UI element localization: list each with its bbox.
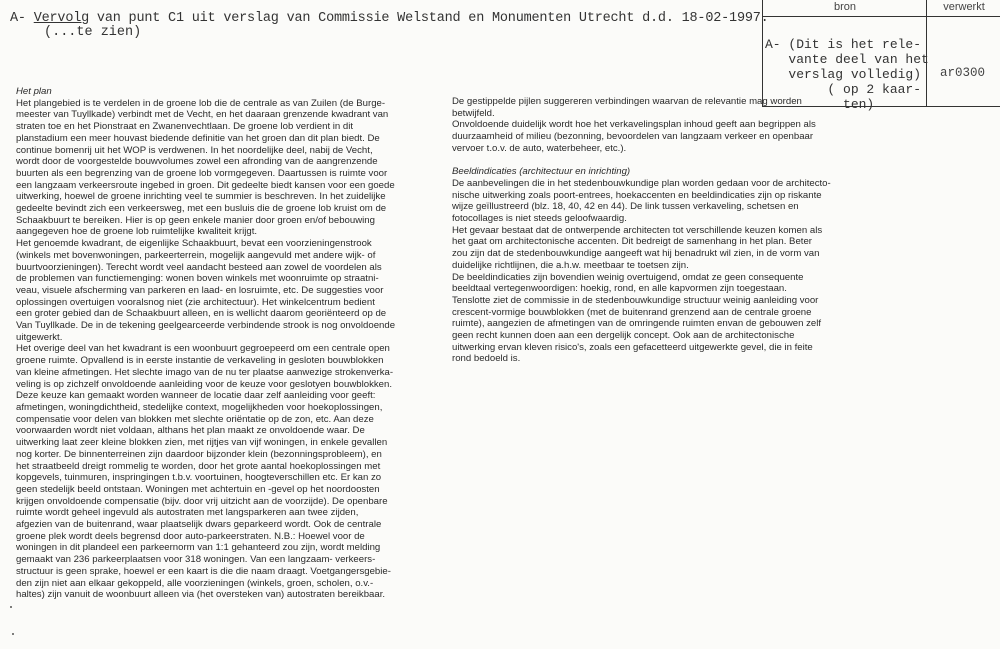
text-line: veling is op zichzelf onvoldoende aanleiding voor de keuze voor geslotyen bouwblokken. bbox=[16, 378, 393, 390]
text-line: meester van Tuyllkade) verbindt met de Vecht, en het daaraan grenzende kwadrant van bbox=[16, 109, 389, 121]
paragraph-gap bbox=[452, 155, 872, 167]
text-line: nog korter. De binnenterreinen zijn daardoor bijzonder klein (bezonningsprobleem), en bbox=[16, 448, 382, 460]
text-line: Het gevaar bestaat dat de ontwerpende architecten tot verschillende keuzen komen als bbox=[452, 224, 823, 236]
text-line: voorwaarden wordt niet voldaan, althans het plan maakt ze onvoldoende waar. De bbox=[16, 425, 365, 437]
text-line: Deze keuze kan gemaakt worden wanneer de locatie daar zelf aanleiding voor geeft: bbox=[16, 390, 376, 402]
header-vervolg: Vervolg bbox=[33, 11, 90, 26]
text-line: veau, visuele afscherming van parkeren en laad- en losruimte, etc. De suggesties voor bbox=[16, 284, 384, 296]
text-line: een groter gebied dan de Schaakbuurt alleen, en is wellicht daarom georiënteerd op de bbox=[16, 308, 387, 320]
header-subline: (...te zien) bbox=[44, 25, 142, 40]
text-line: crescent-vormige bouwblokken (met de buitenrand grenzend aan de centrale groene bbox=[452, 306, 812, 318]
text-line: de problemen van functiemenging: wonen boven winkels met woonruimte op straatni- bbox=[16, 273, 379, 285]
text-line: van kleine afmetingen. Het slechte imago van de nu ter plaatse aanwezige strokenverka- bbox=[16, 366, 394, 378]
text-line: buurtvoorzieningen). Terecht wordt veel aandacht besteed aan zowel de voordelen als bbox=[16, 261, 382, 273]
text-line: aangegeven hoe de groene lob ruimtelijke kwaliteit krijgt. bbox=[16, 226, 258, 238]
text-line: Onvoldoende duidelijk wordt hoe het verkavelingsplan inhoud geeft aan begrippen als bbox=[452, 119, 816, 131]
text-line: groene plek wordt deels begrensd door auto-parkeerstraten. N.B.: Hoewel voor de bbox=[16, 530, 365, 542]
bron-label: bron bbox=[763, 0, 927, 17]
text-line: geen stedelijk beeld ontstaan. Woningen met achtertuin en -gevel op het noordoosten bbox=[16, 483, 380, 495]
header-prefix: A- bbox=[10, 11, 34, 26]
text-line: ruimte), aangezien de afmetingen van de omringende ruimten envan de gebouwen zelf bbox=[452, 318, 822, 330]
text-line: groene ruimte. Opvallend is in eerste instantie de verkaveling in gesloten bouwblokken bbox=[16, 355, 384, 367]
text-line: buurten als een begrenzing van de groene lob vormgegeven. Daartussen is ruimte voor bbox=[16, 167, 388, 179]
text-line: uitgewerkt. bbox=[16, 331, 63, 343]
verwerkt-code: ar0300 bbox=[940, 66, 986, 80]
text-line: planstadium een meer houvast biedende definitie van het groen dan dit plan biedt. De bbox=[16, 132, 380, 144]
bron-note: A- (Dit is het rele- vante deel van het verslag volledig) ( op 2 kaar- ten) bbox=[765, 37, 929, 112]
text-line: woningen in dit plandeel een parkeernorm van 1:1 gehanteerd zou zijn, wordt melding bbox=[16, 542, 381, 554]
text-line: Het overige deel van het kwadrant is een woonbuurt gegroepeerd om een centrale open bbox=[16, 343, 390, 355]
text-line: kopgevels, tuinmuren, inspringingen t.b.v. voortuinen, hoogteverschillen etc. Er kan zo bbox=[16, 472, 382, 484]
text-line: krijgen onvoldoende compensatie (bijv. door vrij uitzicht aan de voorzijde). De openbare bbox=[16, 495, 388, 507]
text-line: De aanbevelingen die in het stedenbouwkundige plan worden gedaan voor de architecto- bbox=[452, 177, 831, 189]
text-line: afmetingen, woningdichtheid, stedelijke context, mogelijkheden voor hoekoplossingen, bbox=[16, 401, 383, 413]
header-title: van punt C1 uit verslag van Commissie Welstand en Monumenten Utrecht d.d. 18-02-1997. bbox=[89, 11, 769, 26]
text-line: De gestippelde pijlen suggereren verbindingen waarvan de relevantie mag worden bbox=[452, 96, 802, 107]
text-line: duidelijke richtlijnen, die a.h.w. meetbaar te toetsen zijn. bbox=[452, 259, 689, 271]
section-heading: Het plan bbox=[16, 86, 52, 97]
document-header bbox=[10, 11, 769, 26]
text-line: structuur is geen sprake, hoewel er een kaart is die die naam draagt. Voetgangersgebie- bbox=[16, 565, 391, 577]
text-line: Van Tuyllkade. De in de tekening geelgearceerde verbindende strook is nog onvoldoende bbox=[16, 320, 396, 332]
text-line: uitwerking laat zeer kleine blokken zien, met rijtjes van vijf woningen, in enkele gevallen bbox=[16, 437, 388, 449]
right-text-column bbox=[452, 96, 872, 365]
text-line: wordt door de voorgestelde bouwvolumes zowel een afronding van de aangrenzende bbox=[16, 156, 378, 168]
text-line: Tenslotte ziet de commissie in de stedenbouwkundige structuur weinig aanleiding voor bbox=[452, 294, 819, 306]
text-line: uitwerking, hoewel de groene inrichting veel te summier is beschreven. In het zuidelijke bbox=[16, 191, 386, 203]
text-line: nische uitwerking zoals poort-entrees, hoekaccenten en beeldindicaties zijn op riskante bbox=[452, 189, 822, 201]
text-line: gemaakt van 236 parkeerplaatsen voor 318 woningen. Van een langzaam- verkeers- bbox=[16, 554, 376, 566]
text-line: De beeldindicaties zijn bovendien weinig overtuigend, omdat ze geen consequente bbox=[452, 271, 804, 283]
text-line: den zijn niet aan elkaar gekoppeld, alle voorzieningen (winkels, groen, scholen, o.v.- bbox=[16, 577, 374, 589]
scan-speck bbox=[12, 633, 14, 635]
text-line: gedeelte bevindt zich een verkeersweg, met een busluis die de groene lob kruist om de bbox=[16, 203, 387, 215]
text-line: rond bedoeld is. bbox=[452, 353, 521, 365]
text-line: afgezien van de buitenrand, waar plaatselijk dwars geparkeerd wordt. Ook de centrale bbox=[16, 519, 382, 531]
text-line: Het plangebied is te verdelen in de groene lob die de centrale as van Zuilen (de Burge- bbox=[16, 97, 386, 109]
text-line: beeldtaal vertegenwoordigen: hoekig, rond, en alle kapvormen zijn toegestaan. bbox=[452, 283, 787, 295]
text-line: haltes) zijn vanuit de woonbuurt alleen via (het oversteken van) autostraten bereikbaar. bbox=[16, 589, 386, 601]
text-line: het straatbeeld dreigt rommelig te worden, door het grote aantal hoekoplossingen met bbox=[16, 460, 381, 472]
text-line: continue bomenrij uit het WOP is verdwenen. In het noordelijke deel, nabij de Vecht, bbox=[16, 144, 373, 156]
text-line: Schaakbuurt te bereiken. Hier is op geen enkele manier door groen en/of bebouwing bbox=[16, 214, 375, 226]
scan-speck bbox=[10, 606, 12, 608]
verwerkt-box bbox=[926, 0, 1000, 107]
text-line: wijze geïllustreerd (blz. 18, 40, 42 en 44). De link tussen verkaveling, schetsen en bbox=[452, 201, 799, 213]
text-line: zou zijn dat de stedenbouwkundige aangeeft wat hij benadrukt wil zien, in de vorm van bbox=[452, 248, 820, 260]
text-line: straten toe en het Pionstraat en Zwanenvechtlaan. De groene lob verdient in dit bbox=[16, 121, 354, 133]
text-line: uitwerking ervan kleven risico's, zoals een gefacetteerd uitgewerkte gevel, die in feite bbox=[452, 341, 813, 353]
text-line: een langzaam verkeersroute ingebed in groen. Dit gedeelte biedt kansen voor een goede bbox=[16, 179, 395, 191]
text-line: ruimte wordt geheel ingevuld als autostraten met langsparkeren aan twee zijden, bbox=[16, 507, 359, 519]
text-line: vervoer t.o.v. de auto, waterbeheer, etc.). bbox=[452, 142, 627, 154]
verwerkt-label: verwerkt bbox=[927, 0, 1000, 17]
text-line: duurzaamheid of milieu (bezonning, bevoordelen van langzaam verkeer en openbaar bbox=[452, 131, 814, 143]
left-text-column bbox=[16, 86, 446, 601]
text-line: (winkels met bovenwoningen, parkeerterrein, mogelijk aangevuld met andere wijk- of bbox=[16, 249, 376, 261]
text-line: het gaat om architectonische accenten. Dit bedreigt de samenhang in het plan. Beter bbox=[452, 236, 812, 248]
text-line: fotocollages is niet steeds geloofwaardig. bbox=[452, 213, 627, 225]
text-line: betwijfeld. bbox=[452, 107, 495, 119]
text-line: oplossingen overtuigen vooralsnog niet (zie architectuur). Het winkelcentrum bedient bbox=[16, 296, 375, 308]
text-line: geen recht kunnen doen aan een dergelijk concept. Ook aan de architectonische bbox=[452, 330, 795, 342]
text-line: Het genoemde kwadrant, de eigenlijke Schaakbuurt, bevat een voorzieningenstrook bbox=[16, 238, 372, 250]
text-line: compensatie voor delen van blokken met slechte oriëntatie op de zon, etc. Aan deze bbox=[16, 413, 374, 425]
section-heading: Beeldindicaties (architectuur en inrichting) bbox=[452, 166, 631, 178]
